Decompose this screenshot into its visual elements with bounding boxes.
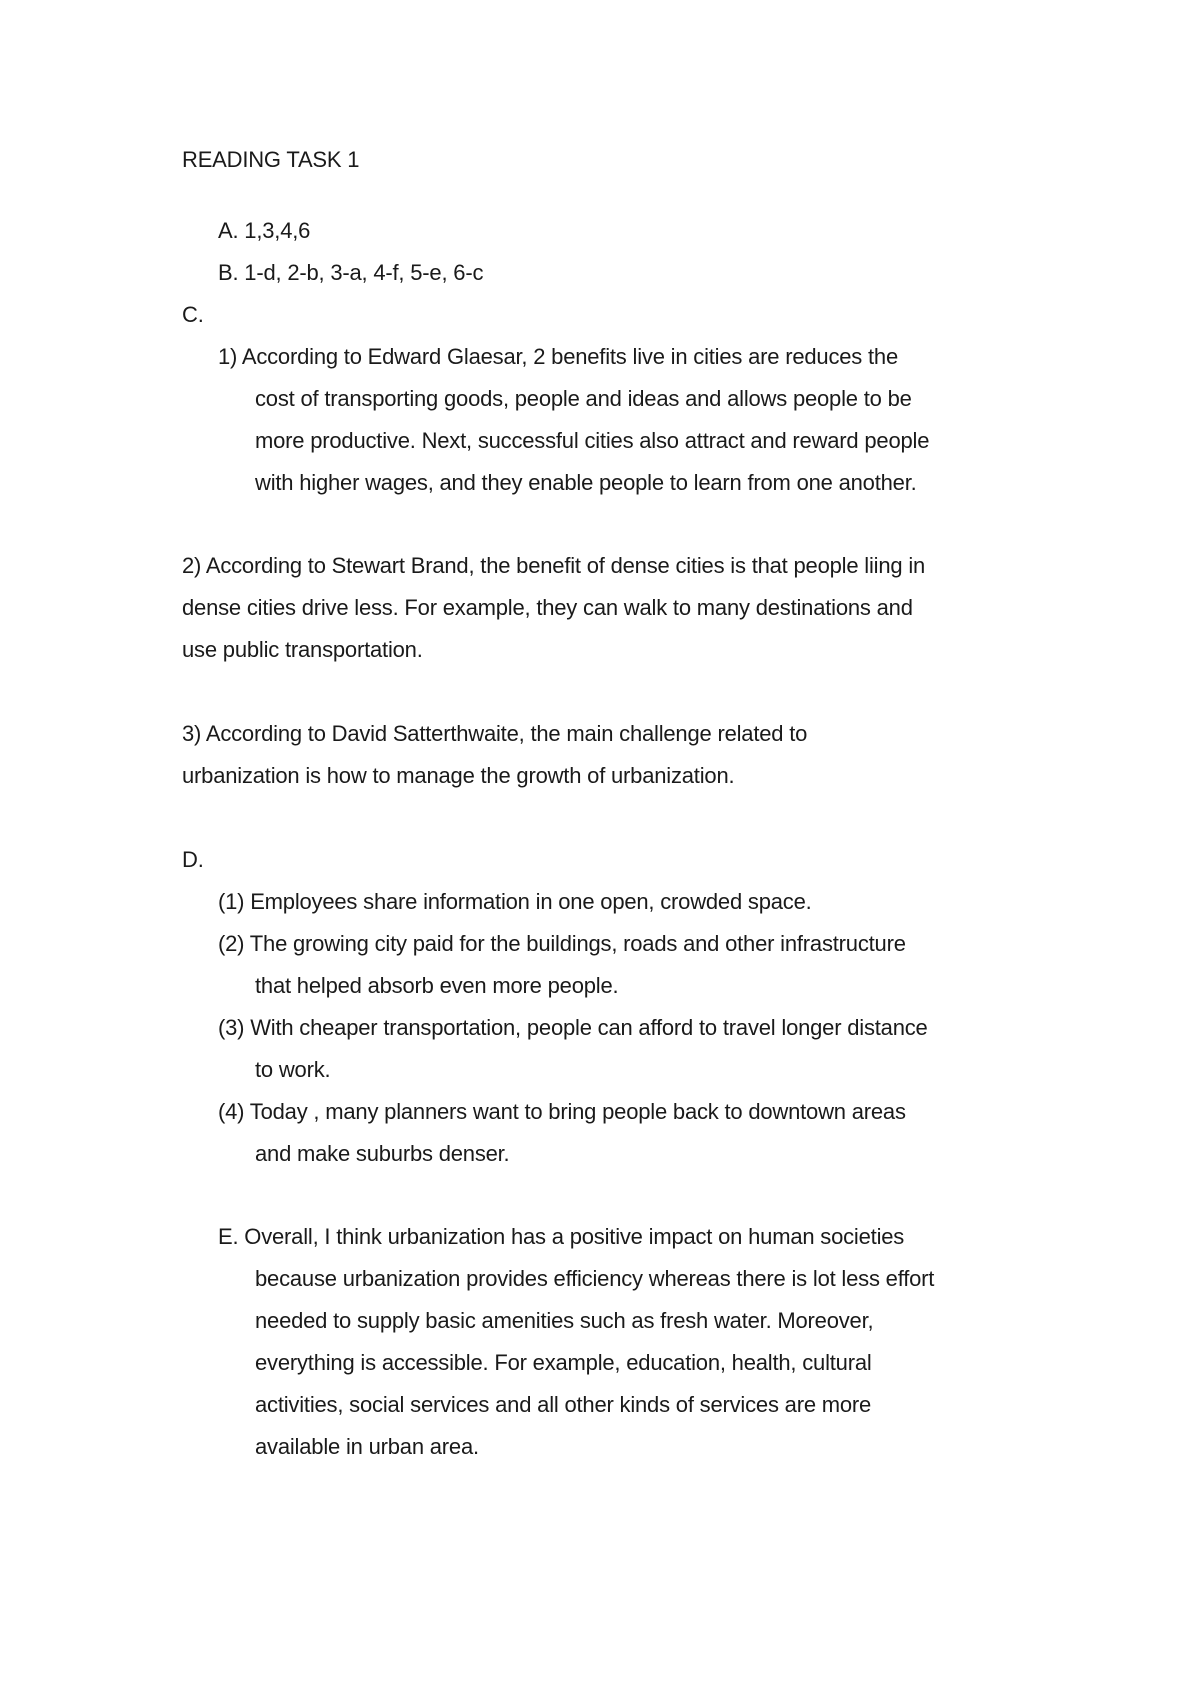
section-e-line-2: because urbanization provides efficiency whereas there is lot less effort (255, 1266, 935, 1291)
section-e-line-1: E. Overall, I think urbanization has a positive impact on human societies (218, 1224, 905, 1249)
section-d-item-4-line-1: (4) Today , many planners want to bring people back to downtown areas (218, 1099, 906, 1124)
section-c-answer-1-line-1: 1) According to Edward Glaesar, 2 benefits live in cities are reduces the (218, 344, 898, 369)
section-e-line-5: activities, social services and all other kinds of services are more (255, 1392, 872, 1417)
section-e-line-4: everything is accessible. For example, education, health, cultural (255, 1350, 872, 1375)
section-d-label: D. (182, 847, 204, 872)
section-c-answer-2-line-3: use public transportation. (182, 637, 423, 662)
section-d-item-3-line-2: to work. (255, 1057, 331, 1082)
section-c-answer-3-line-1: 3) According to David Satterthwaite, the main challenge related to (182, 721, 808, 746)
section-c-answer-2-line-2: dense cities drive less. For example, they can walk to many destinations and (182, 595, 913, 620)
section-d-item-1-line-1: (1) Employees share information in one open, crowded space. (218, 889, 812, 914)
section-e-line-6: available in urban area. (255, 1434, 479, 1459)
section-d-item-3-line-1: (3) With cheaper transportation, people can afford to travel longer distance (218, 1015, 928, 1040)
section-c-answer-1-line-2: cost of transporting goods, people and ideas and allows people to be (255, 386, 912, 411)
section-c-label: C. (182, 302, 204, 327)
section-d-item-2-line-2: that helped absorb even more people. (255, 973, 619, 998)
section-d-item-4-line-2: and make suburbs denser. (255, 1141, 510, 1166)
section-c-answer-2-line-1: 2) According to Stewart Brand, the benefit of dense cities is that people liing in (182, 553, 926, 578)
section-c-answer-1-line-4: with higher wages, and they enable people to learn from one another. (255, 470, 917, 495)
section-c-answer-3-line-2: urbanization is how to manage the growth of urbanization. (182, 763, 735, 788)
section-a-answer: A. 1,3,4,6 (218, 218, 311, 243)
section-d-item-2-line-1: (2) The growing city paid for the buildings, roads and other infrastructure (218, 931, 906, 956)
section-e-line-3: needed to supply basic amenities such as fresh water. Moreover, (255, 1308, 874, 1333)
document-title: READING TASK 1 (182, 147, 360, 172)
section-b-answer: B. 1-d, 2-b, 3-a, 4-f, 5-e, 6-c (218, 260, 484, 285)
section-c-answer-1-line-3: more productive. Next, successful cities also attract and reward people (255, 428, 930, 453)
